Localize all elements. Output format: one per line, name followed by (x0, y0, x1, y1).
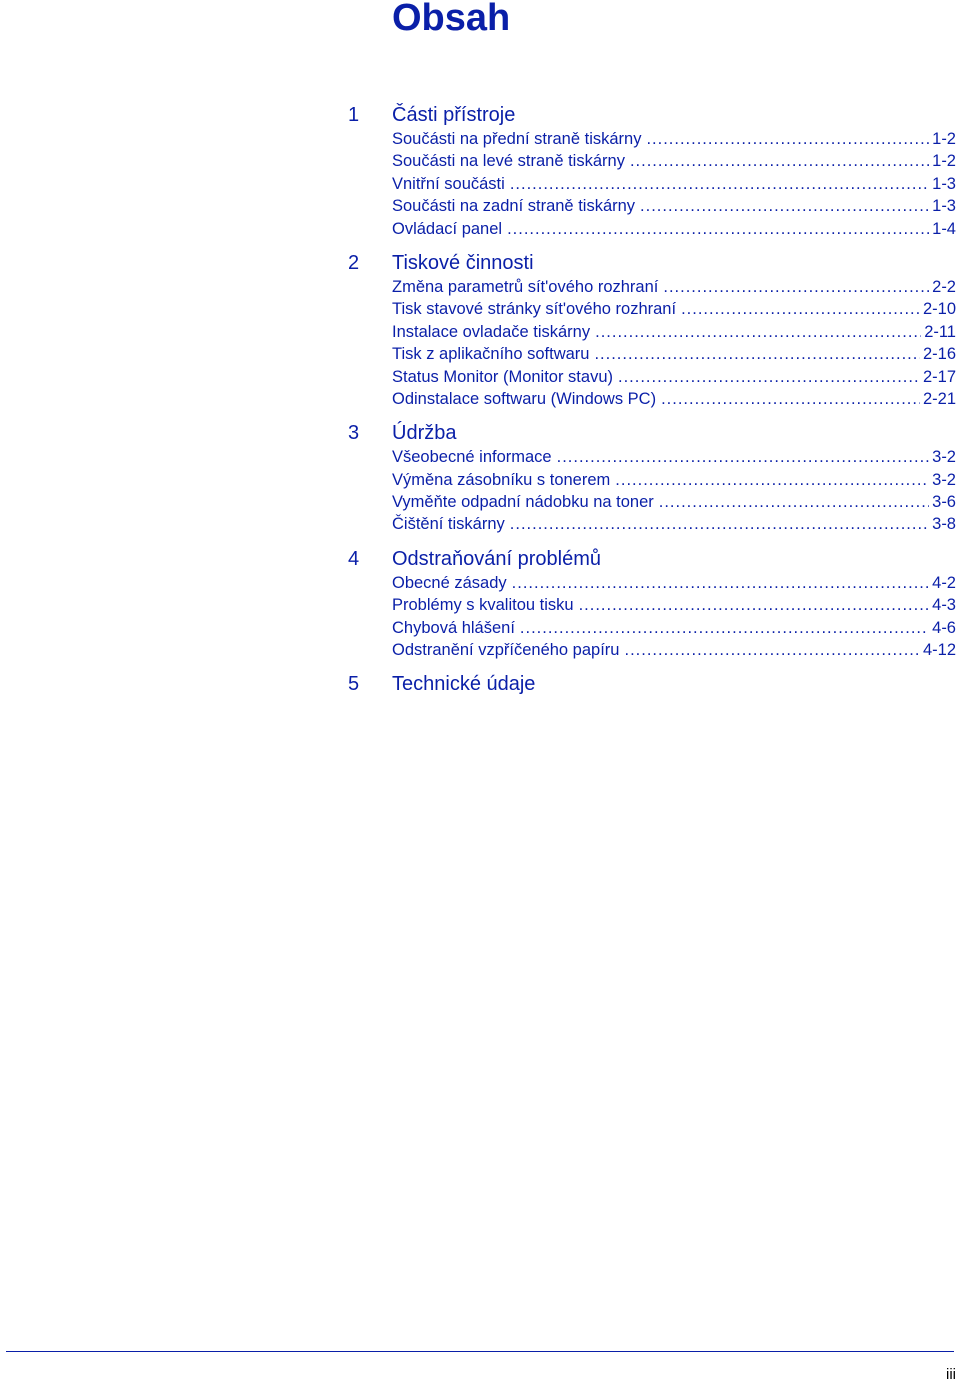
chapter-heading[interactable] (348, 250, 956, 276)
entry-title: Součásti na zadní straně tiskárny (392, 197, 636, 216)
entry-title: Čištění tiskárny (392, 515, 505, 534)
dot-leader (615, 469, 929, 491)
footer-page-number: iii (946, 1366, 956, 1383)
chapter-number: 2 (348, 251, 360, 274)
toc-entry[interactable] (392, 617, 956, 639)
toc-entry[interactable] (392, 639, 956, 661)
entry-title: Odinstalace softwaru (Windows PC) (392, 389, 657, 408)
entry-page: 3-2 (932, 448, 956, 467)
toc-entry[interactable] (392, 594, 956, 616)
entry-title: Chybová hlášení (392, 618, 515, 637)
toc-entry[interactable] (392, 195, 956, 217)
entry-page: 1-2 (932, 152, 956, 171)
entry-page: 1-3 (932, 174, 956, 193)
chapter-3 (348, 420, 956, 536)
chapter-5 (348, 671, 956, 697)
entry-page: 4-3 (932, 596, 956, 615)
dot-leader (618, 366, 920, 388)
page-title: Obsah (392, 0, 511, 39)
chapter-heading[interactable] (348, 546, 956, 572)
entry-page: 4-12 (922, 641, 956, 660)
dot-leader (557, 446, 930, 468)
toc-entry[interactable] (392, 343, 956, 365)
chapter-entries (392, 276, 956, 410)
entry-page: 1-4 (932, 219, 956, 238)
dot-leader (594, 343, 920, 365)
chapter-title: Technické údaje (392, 673, 536, 696)
entry-page: 2-16 (922, 345, 956, 364)
entry-title: Status Monitor (Monitor stavu) (392, 367, 613, 386)
entry-title: Problémy s kvalitou tisku (392, 596, 574, 615)
entry-page: 4-2 (932, 573, 956, 592)
dot-leader (507, 218, 929, 240)
entry-page: 3-6 (932, 493, 956, 512)
entry-page: 2-11 (924, 322, 956, 341)
chapter-entries (392, 572, 956, 662)
toc-entry[interactable] (392, 388, 956, 410)
entry-title: Výměna zásobníku s tonerem (392, 470, 611, 489)
toc-entry[interactable] (392, 218, 956, 240)
chapter-number: 3 (348, 422, 360, 445)
dot-leader (630, 150, 929, 172)
entry-title: Vyměňte odpadní nádobku na toner (392, 493, 654, 512)
entry-page: 2-17 (922, 367, 956, 386)
entry-page: 2-21 (922, 389, 956, 408)
chapter-4 (348, 546, 956, 662)
toc-entry[interactable] (392, 298, 956, 320)
dot-leader (681, 298, 920, 320)
dot-leader (663, 276, 929, 298)
entry-title: Vnitřní součásti (392, 174, 505, 193)
chapter-title: Odstraňování problémů (392, 547, 602, 570)
chapter-1 (348, 102, 956, 240)
chapter-heading[interactable] (348, 102, 956, 128)
toc-entry[interactable] (392, 469, 956, 491)
chapter-heading[interactable] (348, 420, 956, 446)
dot-leader (659, 491, 929, 513)
entry-title: Obecné zásady (392, 573, 507, 592)
dot-leader (520, 617, 929, 639)
chapter-entries (392, 446, 956, 536)
toc-entry[interactable] (392, 366, 956, 388)
entry-title: Instalace ovladače tiskárny (392, 322, 591, 341)
toc-entry[interactable] (392, 321, 956, 343)
entry-title: Tisk z aplikačního softwaru (392, 345, 590, 364)
entry-page: 1-2 (932, 130, 956, 148)
dot-leader (510, 173, 929, 195)
chapter-number: 1 (348, 104, 360, 126)
toc-entry[interactable] (392, 572, 956, 594)
toc-entry[interactable] (392, 128, 956, 150)
table-of-contents (348, 102, 956, 707)
entry-title: Součásti na levé straně tiskárny (392, 152, 625, 171)
dot-leader (661, 388, 920, 410)
chapter-2 (348, 250, 956, 410)
entry-page: 3-8 (932, 515, 956, 534)
entry-title: Ovládací panel (392, 219, 503, 238)
entry-page: 2-10 (922, 300, 956, 319)
dot-leader (595, 321, 921, 343)
dot-leader (646, 128, 929, 150)
toc-entry[interactable] (392, 276, 956, 298)
entry-page: 1-3 (932, 197, 956, 216)
entry-title: Všeobecné informace (392, 448, 552, 467)
chapter-title: Části přístroje (392, 104, 516, 126)
entry-title: Součásti na přední straně tiskárny (392, 130, 642, 148)
chapter-entries (392, 128, 956, 240)
toc-entry[interactable] (392, 446, 956, 468)
toc-entry[interactable] (392, 173, 956, 195)
dot-leader (579, 594, 930, 616)
dot-leader (640, 195, 929, 217)
chapter-title: Údržba (392, 422, 457, 445)
toc-entry[interactable] (392, 150, 956, 172)
chapter-heading[interactable] (348, 671, 956, 697)
dot-leader (512, 572, 929, 594)
entry-page: 4-6 (932, 618, 956, 637)
entry-title: Tisk stavové stránky sít'ového rozhraní (392, 300, 677, 319)
chapter-title: Tiskové činnosti (392, 251, 534, 274)
footer-divider (6, 1351, 954, 1352)
entry-title: Změna parametrů sít'ového rozhraní (392, 277, 659, 296)
entry-page: 3-2 (932, 470, 956, 489)
chapter-number: 4 (348, 547, 360, 570)
dot-leader (510, 513, 929, 535)
entry-page: 2-2 (932, 277, 956, 296)
toc-entry[interactable] (392, 491, 956, 513)
chapter-number: 5 (348, 673, 360, 696)
entry-title: Odstranění vzpříčeného papíru (392, 641, 620, 660)
toc-entry[interactable] (392, 513, 956, 535)
dot-leader (624, 639, 919, 661)
